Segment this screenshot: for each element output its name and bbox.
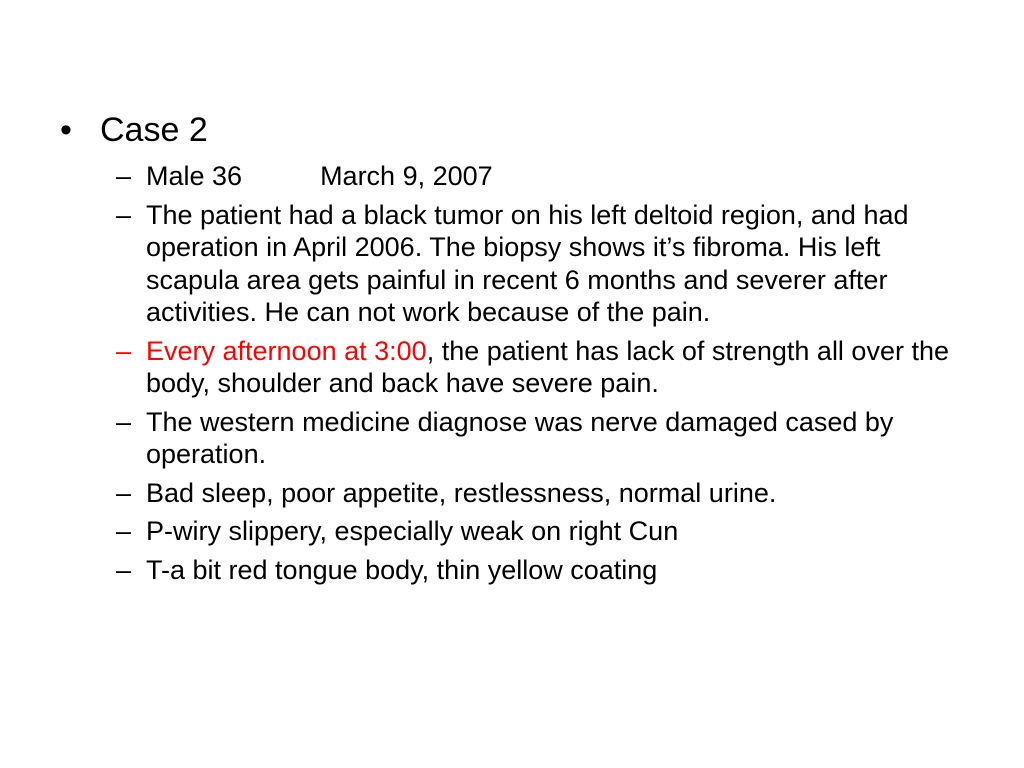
list-item xyxy=(116,199,976,329)
dash-icon: – xyxy=(116,516,132,546)
list-item xyxy=(116,406,976,471)
bullet-icon: • xyxy=(60,111,72,149)
dash-icon: – xyxy=(116,161,132,191)
dash-icon: – xyxy=(116,199,132,230)
case-heading xyxy=(60,110,208,150)
dash-icon: – xyxy=(116,554,132,585)
case-title: Case 2 xyxy=(100,111,208,149)
list-item xyxy=(116,554,976,587)
visit-date: March 9, 2007 xyxy=(320,161,493,191)
list-item xyxy=(116,335,976,400)
list-item xyxy=(116,160,976,193)
list-item xyxy=(116,515,976,548)
diagnosis-text: The western medicine diagnose was nerve damaged cased by operation. xyxy=(146,406,894,469)
tongue-text: T-a bit red tongue body, thin yellow coating xyxy=(146,554,658,585)
history-text: The patient had a black tumor on his left deltoid region, and had operation in April 2006. The biopsy shows it’s fibroma. His left scapula area gets painful in recent 6 months and severer after activities. He can not work because of the pain. xyxy=(146,199,909,327)
case-details-list xyxy=(116,160,976,592)
highlight-text: Every afternoon at 3:00 xyxy=(146,335,427,366)
dash-icon: – xyxy=(116,406,132,437)
general-condition-text: Bad sleep, poor appetite, restlessness, normal urine. xyxy=(146,477,777,508)
list-item xyxy=(116,477,976,510)
pulse-text: P-wiry slippery, especially weak on right Cun xyxy=(146,516,679,546)
patient-info: Male 36 xyxy=(146,161,243,191)
dash-icon: – xyxy=(116,477,132,508)
dash-icon: – xyxy=(116,335,132,366)
symptom-text: , the patient has lack of strength all over the body, shoulder and back have severe pain. xyxy=(146,335,949,398)
